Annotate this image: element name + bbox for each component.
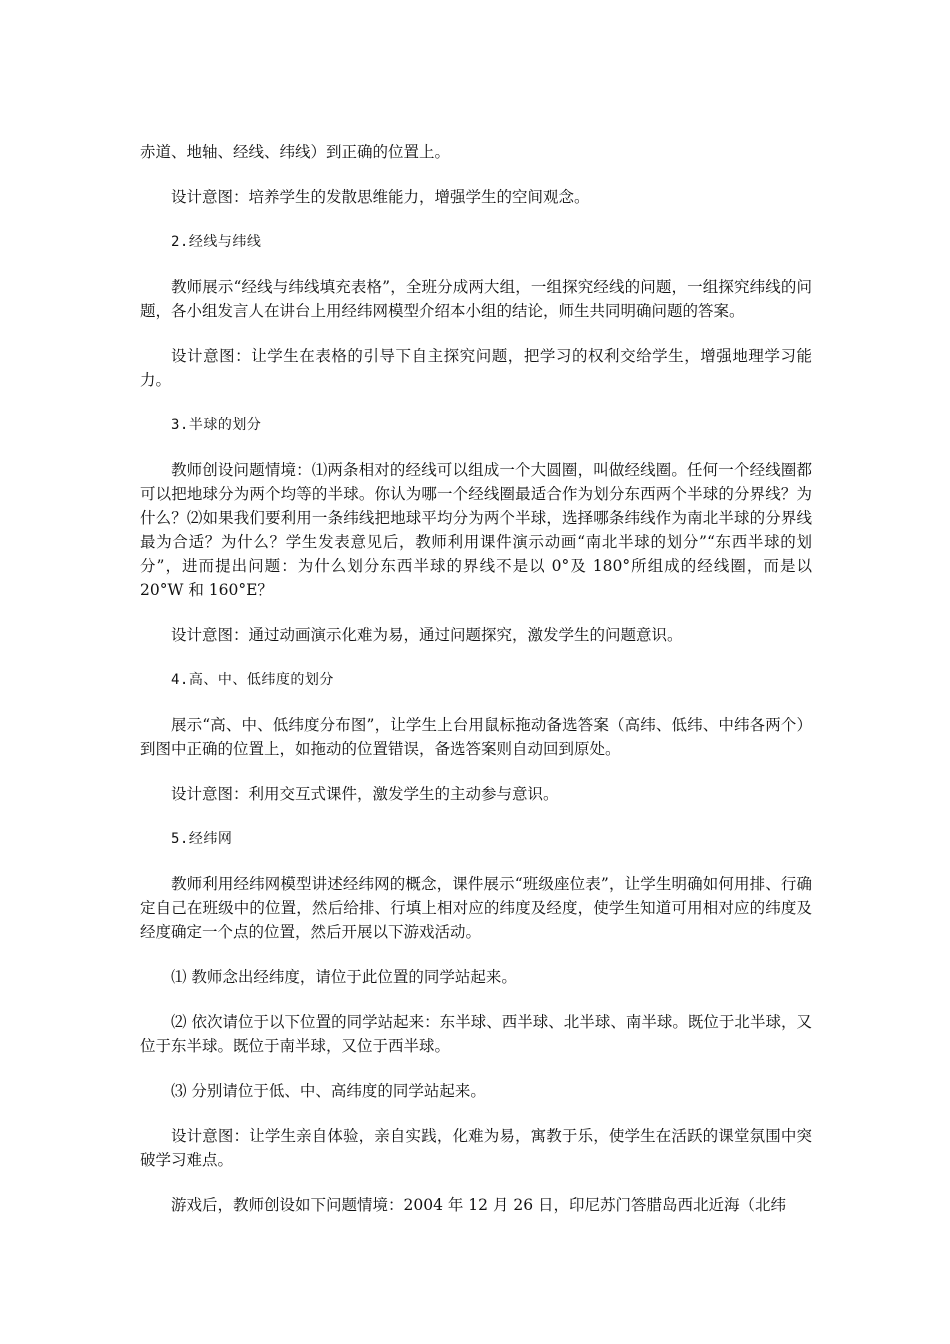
section-heading-graticule: 5.经纬网 <box>171 831 233 847</box>
paragraph-continuation: 赤道、地轴、经线、纬线）到正确的位置上。 <box>140 143 451 161</box>
design-intent-paragraph: 设计意图：通过动画演示化难为易，通过问题探究，激发学生的问题意识。 <box>171 626 683 644</box>
design-intent-paragraph: 设计意图：让学生在表格的引导下自主探究问题，把学习的权利交给学生，增强地理学习能力。 <box>140 347 812 389</box>
list-item: ⑵ 依次请位于以下位置的同学站起来：东半球、西半球、北半球、南半球。既位于北半球，又位于东半球。既位于南半球，又位于西半球。 <box>140 1013 812 1055</box>
body-paragraph: 教师利用经纬网模型讲述经纬网的概念，课件展示“班级座位表”，让学生明确如何用排、行确定自己在班级中的位置，然后给排、行填上相对应的纬度及经度，使学生知道可用相对应的纬度及经度确定一个点的位置，然后开展以下游戏活动。 <box>140 875 812 941</box>
design-intent-paragraph: 设计意图：培养学生的发散思维能力，增强学生的空间观念。 <box>171 188 590 206</box>
section-heading-latitude-zones: 4.高、中、低纬度的划分 <box>171 672 334 688</box>
design-intent-paragraph: 设计意图：让学生亲自体验，亲自实践，化难为易，寓教于乐，使学生在活跃的课堂氛围中突破学习难点。 <box>140 1127 812 1169</box>
list-item: ⑶ 分别请位于低、中、高纬度的同学站起来。 <box>171 1082 486 1100</box>
section-heading-meridians-parallels: 2.经线与纬线 <box>171 234 262 250</box>
body-paragraph: 游戏后，教师创设如下问题情境：2004 年 12 月 26 日，印尼苏门答腊岛西北近海（北纬 <box>171 1196 787 1214</box>
design-intent-paragraph: 设计意图：利用交互式课件，激发学生的主动参与意识。 <box>171 785 559 803</box>
body-paragraph: 展示“高、中、低纬度分布图”，让学生上台用鼠标拖动备选答案（高纬、低纬、中纬各两个）到图中正确的位置上，如拖动的位置错误，备选答案则自动回到原处。 <box>140 716 812 758</box>
section-heading-hemispheres: 3.半球的划分 <box>171 417 262 433</box>
list-item: ⑴ 教师念出经纬度，请位于此位置的同学站起来。 <box>171 968 517 986</box>
document-page <box>140 140 812 1238</box>
body-paragraph: 教师创设问题情境：⑴两条相对的经线可以组成一个大圆圈，叫做经线圈。任何一个经线圈都可以把地球分为两个均等的半球。你认为哪一个经线圈最适合作为划分东西两个半球的分界线？为什么？⑵如果我们要利用一条纬线把地球平均分为两个半球，选择哪条纬线作为南北半球的分界线最为合适？为什么？学生发表意见后，教师利用课件演示动画“南北半球的划分”“东西半球的划分”，进而提出问题：为什么划分东西半球的界线不是以 0°及 180°所组成的经线圈，而是以 20°W 和 160°E？ <box>140 461 812 599</box>
body-paragraph: 教师展示“经线与纬线填充表格”，全班分成两大组，一组探究经线的问题，一组探究纬线的问题，各小组发言人在讲台上用经纬网模型介绍本小组的结论，师生共同明确问题的答案。 <box>140 278 812 320</box>
